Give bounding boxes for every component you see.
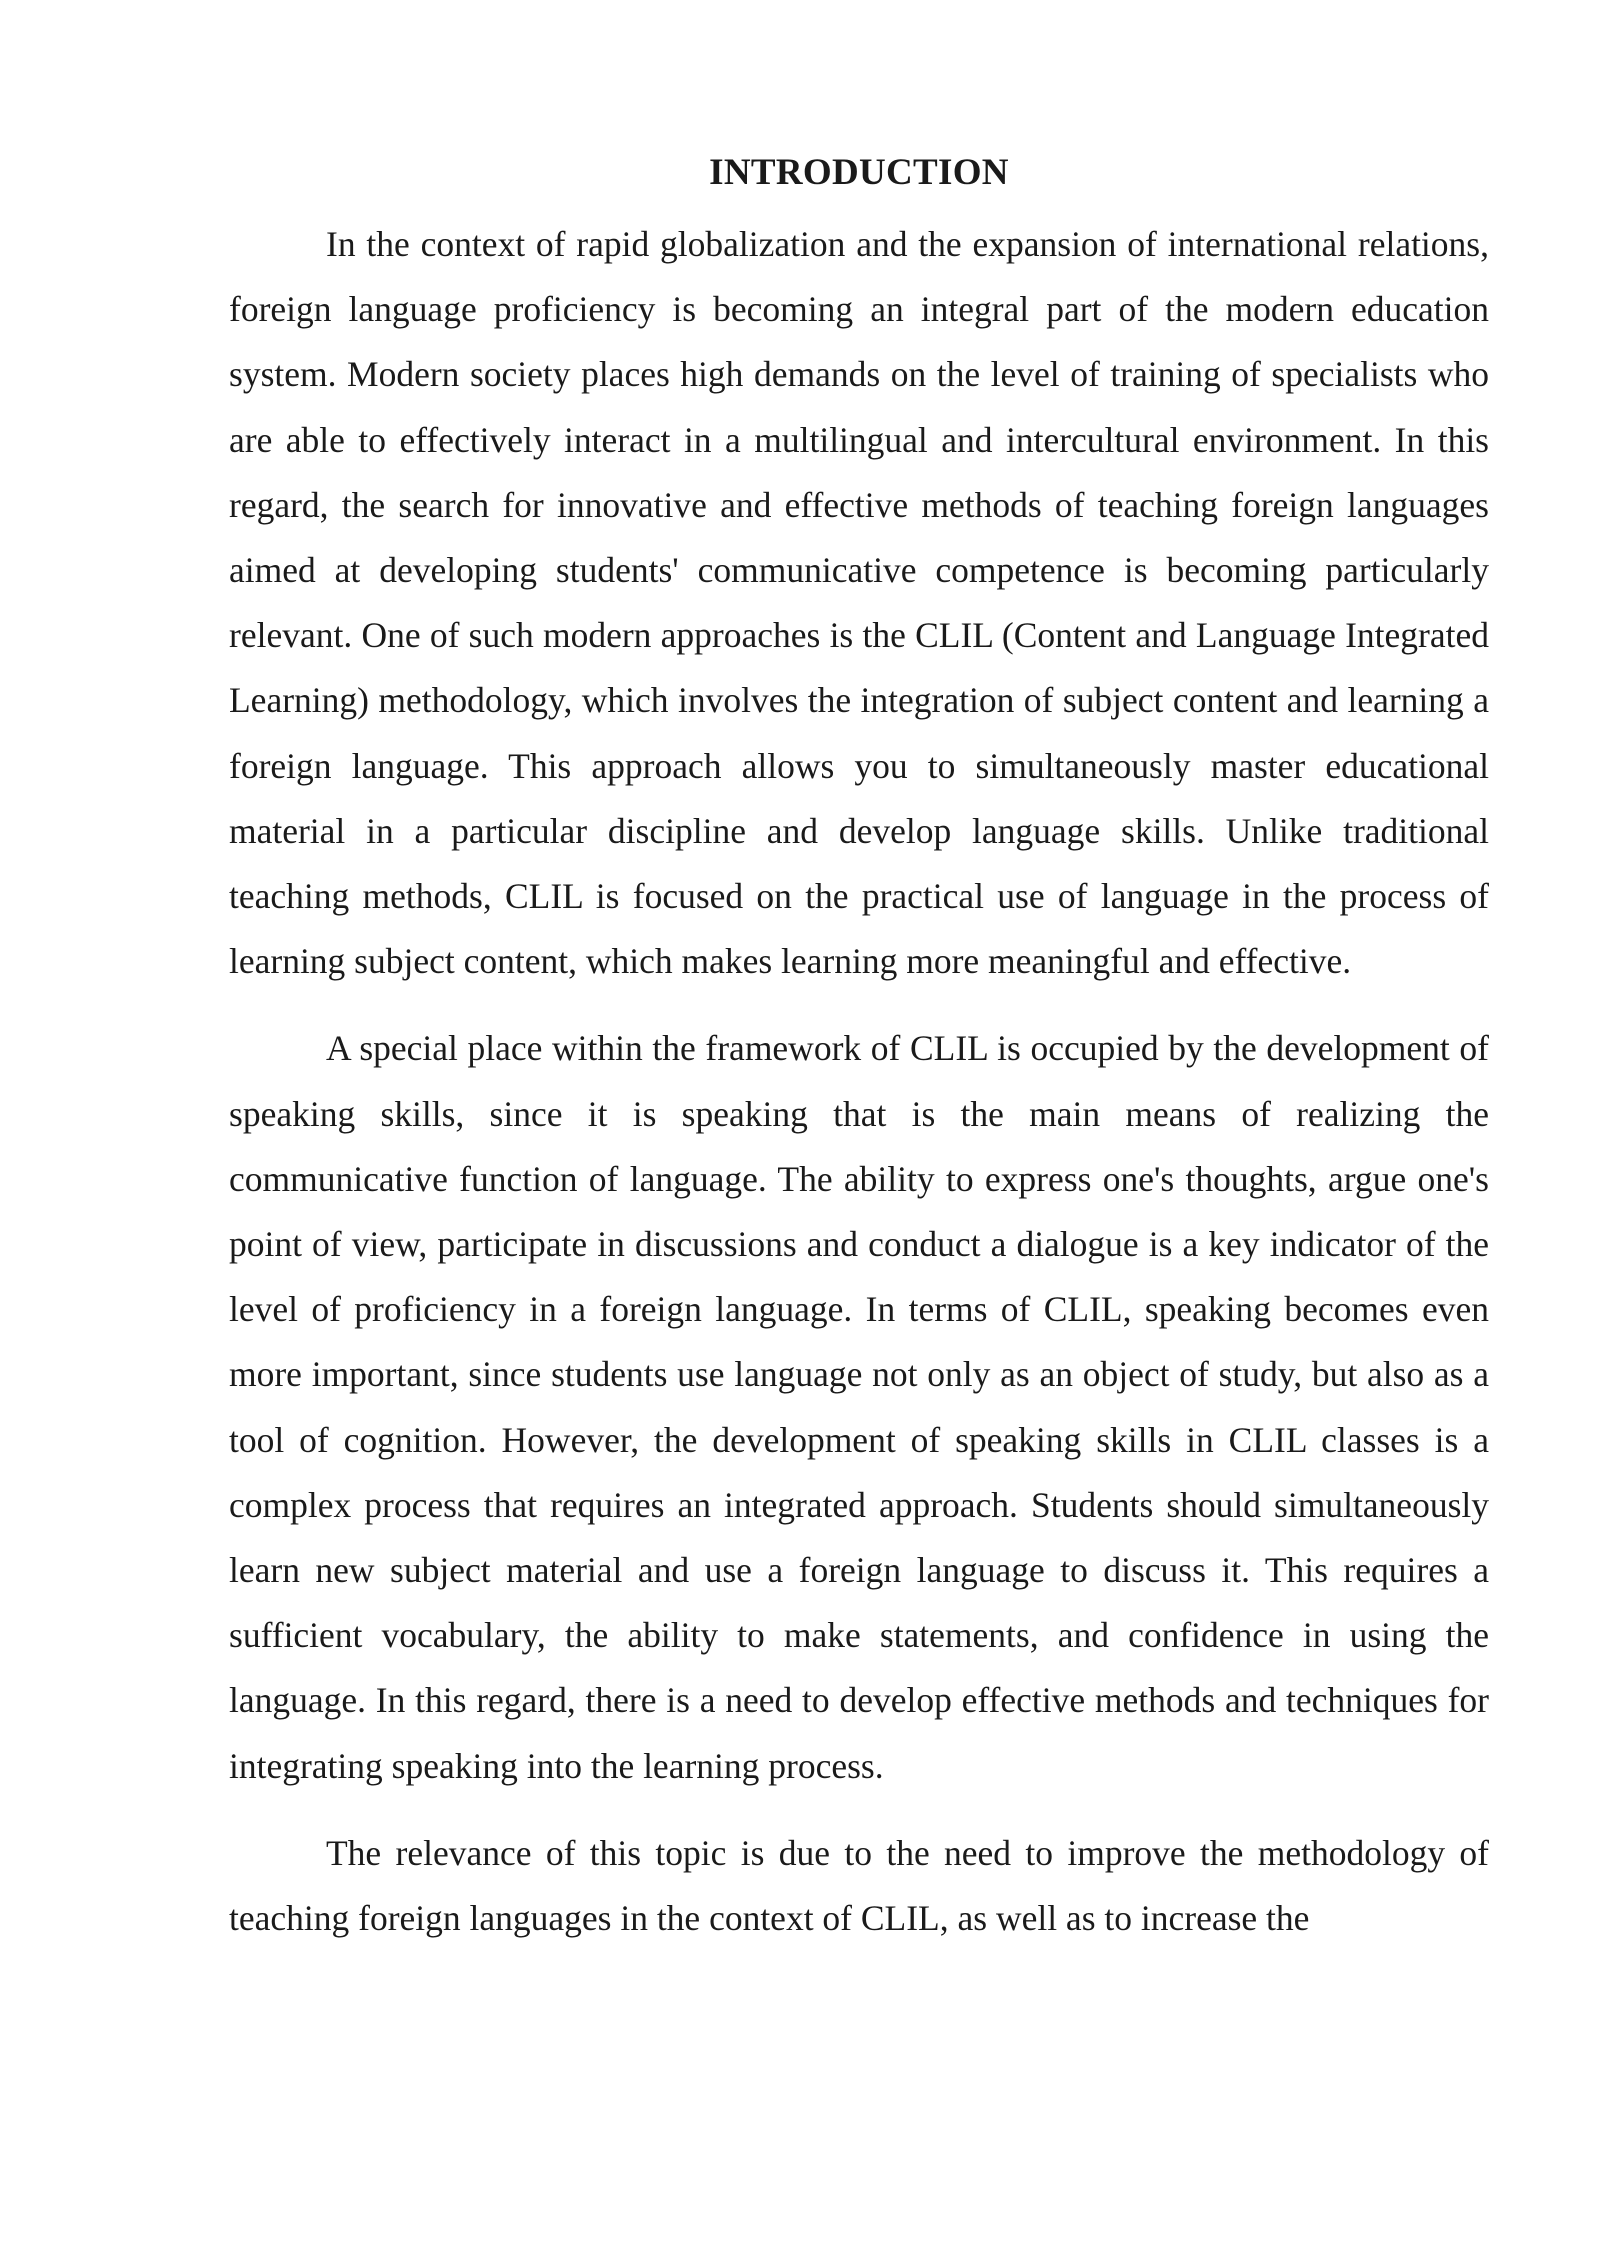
page-title: INTRODUCTION	[709, 152, 1009, 193]
paragraph-3: The relevance of this topic is due to the need to improve the methodology of teaching foreign languages in the context of CLIL, as well as to increase the	[229, 1832, 1489, 1939]
paragraph-2: A special place within the framework of CLIL is occupied by the development of speaking skills, since it is speaking that is the main means of realizing the communicative function of language. The ability to express one's thoughts, argue one's point of view, participate in discussions and conduct a dialogue is a key indicator of the level of proficiency in a foreign language. In terms of CLIL, speaking becomes even more important, since students use language not only as an object of study, but also as a tool of cognition. However, the development of speaking skills in CLIL classes is a complex process that requires an integrated approach. Students should simultaneously learn new subject material and use a foreign language to discuss it. This requires a sufficient vocabulary, the ability to make statements, and confidence in using the language. In this regard, there is a need to develop effective methods and techniques for integrating speaking into the learning process.	[229, 1028, 1489, 1786]
paragraph-1: In the context of rapid globalization and the expansion of international relations, foreign language proficiency is becoming an integral part of the modern education system. Modern society places high demands on the level of training of specialists who are able to effectively interact in a multilingual and intercultural environment. In this regard, the search for innovative and effective methods of teaching foreign languages aimed at developing students' communicative competence is becoming particularly relevant. One of such modern approaches is the CLIL (Content and Language Integrated Learning) methodology, which involves the integration of subject content and learning a foreign language. This approach allows you to simultaneously master educational material in a particular discipline and develop language skills. Unlike traditional teaching methods, CLIL is focused on the practical use of language in the process of learning subject content, which makes learning more meaningful and effective.	[229, 224, 1489, 982]
